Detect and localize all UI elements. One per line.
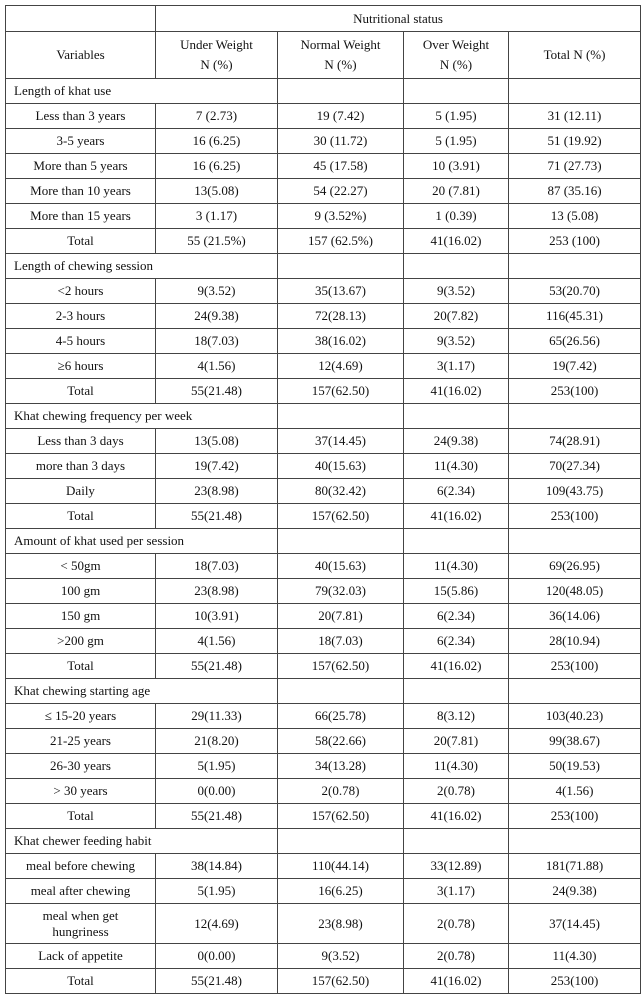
normal-weight-cell: 38(16.02): [278, 329, 404, 354]
total-cell: 253(100): [509, 654, 641, 679]
total-row: [6, 379, 641, 404]
under-weight-cell: 3 (1.17): [156, 204, 278, 229]
col-header-text: Variables: [56, 47, 105, 62]
variable-cell: >200 gm: [6, 629, 156, 654]
under-weight-cell: 24(9.38): [156, 304, 278, 329]
normal-weight-cell: 34(13.28): [278, 754, 404, 779]
empty-corner-cell: [6, 6, 156, 32]
normal-weight-cell: 18(7.03): [278, 629, 404, 654]
over-weight-cell: 15(5.86): [404, 579, 509, 604]
group-header: Nutritional status: [156, 6, 641, 32]
empty-cell: [278, 254, 404, 279]
table-row: [6, 129, 641, 154]
normal-weight-cell: 45 (17.58): [278, 154, 404, 179]
normal-weight-cell: 157(62.50): [278, 504, 404, 529]
normal-weight-cell: 40(15.63): [278, 554, 404, 579]
normal-weight-cell: 110(44.14): [278, 854, 404, 879]
variable-cell: Less than 3 years: [6, 104, 156, 129]
column-header-row: [6, 32, 641, 79]
variable-cell: More than 15 years: [6, 204, 156, 229]
variable-cell: Lack of appetite: [6, 944, 156, 969]
col-header-text: Normal Weight N (%): [300, 37, 381, 72]
over-weight-cell: 20(7.82): [404, 304, 509, 329]
empty-cell: [509, 829, 641, 854]
empty-cell: [404, 79, 509, 104]
over-weight-cell: 20(7.81): [404, 729, 509, 754]
section-title: Khat chewing starting age: [6, 679, 278, 704]
total-row: [6, 969, 641, 994]
under-weight-cell: 18(7.03): [156, 554, 278, 579]
total-cell: 181(71.88): [509, 854, 641, 879]
total-cell: 253(100): [509, 969, 641, 994]
variable-cell: 150 gm: [6, 604, 156, 629]
empty-cell: [278, 404, 404, 429]
variable-cell: Daily: [6, 479, 156, 504]
total-cell: 253(100): [509, 504, 641, 529]
table-row: [6, 704, 641, 729]
nutritional-status-table: [5, 5, 641, 994]
under-weight-cell: 16 (6.25): [156, 129, 278, 154]
normal-weight-cell: 157 (62.5%): [278, 229, 404, 254]
over-weight-cell: 2(0.78): [404, 904, 509, 944]
col-header-text: Over Weight N (%): [422, 37, 490, 72]
total-cell: 253 (100): [509, 229, 641, 254]
section-header-row: [6, 829, 641, 854]
under-weight-cell: 55(21.48): [156, 969, 278, 994]
normal-weight-cell: 58(22.66): [278, 729, 404, 754]
total-cell: 253(100): [509, 804, 641, 829]
over-weight-cell: 11(4.30): [404, 554, 509, 579]
normal-weight-cell: 80(32.42): [278, 479, 404, 504]
variable-cell: 3-5 years: [6, 129, 156, 154]
total-cell: 69(26.95): [509, 554, 641, 579]
normal-weight-cell: 23(8.98): [278, 904, 404, 944]
col-header-over-weight: [404, 32, 509, 79]
normal-weight-cell: 40(15.63): [278, 454, 404, 479]
over-weight-cell: 20 (7.81): [404, 179, 509, 204]
normal-weight-cell: 12(4.69): [278, 354, 404, 379]
empty-cell: [509, 79, 641, 104]
total-cell: 4(1.56): [509, 779, 641, 804]
under-weight-cell: 38(14.84): [156, 854, 278, 879]
variable-cell: Total: [6, 804, 156, 829]
under-weight-cell: 19(7.42): [156, 454, 278, 479]
variable-cell: meal when get hungriness: [6, 904, 156, 944]
total-cell: 70(27.34): [509, 454, 641, 479]
total-cell: 13 (5.08): [509, 204, 641, 229]
section-header-row: [6, 529, 641, 554]
table-row: [6, 354, 641, 379]
under-weight-cell: 12(4.69): [156, 904, 278, 944]
table-row: [6, 304, 641, 329]
table-row: [6, 179, 641, 204]
total-cell: 11(4.30): [509, 944, 641, 969]
total-cell: 71 (27.73): [509, 154, 641, 179]
variable-cell: > 30 years: [6, 779, 156, 804]
under-weight-cell: 0(0.00): [156, 779, 278, 804]
empty-cell: [404, 404, 509, 429]
normal-weight-cell: 9 (3.52%): [278, 204, 404, 229]
over-weight-cell: 41(16.02): [404, 229, 509, 254]
under-weight-cell: 18(7.03): [156, 329, 278, 354]
over-weight-cell: 41(16.02): [404, 804, 509, 829]
table-row: [6, 754, 641, 779]
normal-weight-cell: 9(3.52): [278, 944, 404, 969]
normal-weight-cell: 16(6.25): [278, 879, 404, 904]
empty-cell: [509, 404, 641, 429]
over-weight-cell: 24(9.38): [404, 429, 509, 454]
empty-cell: [404, 254, 509, 279]
variable-cell: meal before chewing: [6, 854, 156, 879]
table-row: [6, 779, 641, 804]
empty-cell: [404, 829, 509, 854]
variable-cell: More than 10 years: [6, 179, 156, 204]
normal-weight-cell: 2(0.78): [278, 779, 404, 804]
section-title: Amount of khat used per session: [6, 529, 278, 554]
under-weight-cell: 23(8.98): [156, 579, 278, 604]
under-weight-cell: 9(3.52): [156, 279, 278, 304]
total-cell: 53(20.70): [509, 279, 641, 304]
empty-cell: [509, 679, 641, 704]
variable-cell: <2 hours: [6, 279, 156, 304]
table-row: [6, 479, 641, 504]
total-cell: 99(38.67): [509, 729, 641, 754]
normal-weight-cell: 19 (7.42): [278, 104, 404, 129]
over-weight-cell: 11(4.30): [404, 754, 509, 779]
over-weight-cell: 41(16.02): [404, 504, 509, 529]
empty-cell: [278, 829, 404, 854]
table-row: [6, 879, 641, 904]
under-weight-cell: 13(5.08): [156, 179, 278, 204]
empty-cell: [278, 529, 404, 554]
variable-cell: 21-25 years: [6, 729, 156, 754]
col-header-variables: [6, 32, 156, 79]
total-row: [6, 229, 641, 254]
table-row: [6, 729, 641, 754]
normal-weight-cell: 157(62.50): [278, 379, 404, 404]
section-title: Khat chewing frequency per week: [6, 404, 278, 429]
over-weight-cell: 41(16.02): [404, 969, 509, 994]
normal-weight-cell: 30 (11.72): [278, 129, 404, 154]
normal-weight-cell: 72(28.13): [278, 304, 404, 329]
table-row: [6, 629, 641, 654]
variable-cell: ≥6 hours: [6, 354, 156, 379]
empty-cell: [278, 79, 404, 104]
under-weight-cell: 4(1.56): [156, 629, 278, 654]
over-weight-cell: 2(0.78): [404, 944, 509, 969]
over-weight-cell: 9(3.52): [404, 279, 509, 304]
over-weight-cell: 41(16.02): [404, 654, 509, 679]
under-weight-cell: 4(1.56): [156, 354, 278, 379]
variable-cell: Total: [6, 969, 156, 994]
over-weight-cell: 6(2.34): [404, 479, 509, 504]
empty-cell: [509, 254, 641, 279]
variable-cell: Total: [6, 654, 156, 679]
over-weight-cell: 5 (1.95): [404, 129, 509, 154]
normal-weight-cell: 79(32.03): [278, 579, 404, 604]
total-cell: 116(45.31): [509, 304, 641, 329]
over-weight-cell: 8(3.12): [404, 704, 509, 729]
over-weight-cell: 3(1.17): [404, 879, 509, 904]
col-header-text: Under Weight N (%): [180, 37, 253, 72]
total-row: [6, 654, 641, 679]
normal-weight-cell: 54 (22.27): [278, 179, 404, 204]
normal-weight-cell: 35(13.67): [278, 279, 404, 304]
normal-weight-cell: 157(62.50): [278, 654, 404, 679]
over-weight-cell: 41(16.02): [404, 379, 509, 404]
table-row: [6, 104, 641, 129]
under-weight-cell: 0(0.00): [156, 944, 278, 969]
table-row: [6, 854, 641, 879]
under-weight-cell: 16 (6.25): [156, 154, 278, 179]
total-cell: 103(40.23): [509, 704, 641, 729]
over-weight-cell: 11(4.30): [404, 454, 509, 479]
total-row: [6, 504, 641, 529]
under-weight-cell: 55 (21.5%): [156, 229, 278, 254]
variable-cell: 26-30 years: [6, 754, 156, 779]
total-cell: 24(9.38): [509, 879, 641, 904]
under-weight-cell: 10(3.91): [156, 604, 278, 629]
variable-cell: More than 5 years: [6, 154, 156, 179]
variable-cell: 4-5 hours: [6, 329, 156, 354]
table-row: [6, 944, 641, 969]
under-weight-cell: 13(5.08): [156, 429, 278, 454]
normal-weight-cell: 37(14.45): [278, 429, 404, 454]
empty-cell: [278, 679, 404, 704]
table-row: [6, 204, 641, 229]
section-header-row: [6, 679, 641, 704]
variable-cell: Less than 3 days: [6, 429, 156, 454]
empty-cell: [509, 529, 641, 554]
under-weight-cell: 21(8.20): [156, 729, 278, 754]
table-row: [6, 329, 641, 354]
section-title: Length of khat use: [6, 79, 278, 104]
table-row: [6, 454, 641, 479]
variable-cell: meal after chewing: [6, 879, 156, 904]
normal-weight-cell: 157(62.50): [278, 804, 404, 829]
normal-weight-cell: 66(25.78): [278, 704, 404, 729]
section-header-row: [6, 254, 641, 279]
section-title: Length of chewing session: [6, 254, 278, 279]
over-weight-cell: 10 (3.91): [404, 154, 509, 179]
over-weight-cell: 6(2.34): [404, 604, 509, 629]
total-cell: 36(14.06): [509, 604, 641, 629]
total-row: [6, 804, 641, 829]
section-title: Khat chewer feeding habit: [6, 829, 278, 854]
total-cell: 51 (19.92): [509, 129, 641, 154]
total-cell: 50(19.53): [509, 754, 641, 779]
total-cell: 87 (35.16): [509, 179, 641, 204]
over-weight-cell: 5 (1.95): [404, 104, 509, 129]
variable-cell: Total: [6, 504, 156, 529]
normal-weight-cell: 20(7.81): [278, 604, 404, 629]
variable-cell: Total: [6, 379, 156, 404]
under-weight-cell: 55(21.48): [156, 654, 278, 679]
total-cell: 37(14.45): [509, 904, 641, 944]
variable-cell: 2-3 hours: [6, 304, 156, 329]
table-row: [6, 579, 641, 604]
variable-cell: more than 3 days: [6, 454, 156, 479]
empty-cell: [404, 529, 509, 554]
variable-cell: Total: [6, 229, 156, 254]
variable-cell: ≤ 15-20 years: [6, 704, 156, 729]
under-weight-cell: 55(21.48): [156, 804, 278, 829]
table-row: [6, 154, 641, 179]
group-header-row: [6, 6, 641, 32]
total-cell: 109(43.75): [509, 479, 641, 504]
over-weight-cell: 3(1.17): [404, 354, 509, 379]
variable-cell: 100 gm: [6, 579, 156, 604]
under-weight-cell: 29(11.33): [156, 704, 278, 729]
total-cell: 31 (12.11): [509, 104, 641, 129]
under-weight-cell: 23(8.98): [156, 479, 278, 504]
over-weight-cell: 33(12.89): [404, 854, 509, 879]
col-header-text: Total N (%): [543, 47, 606, 62]
total-cell: 19(7.42): [509, 354, 641, 379]
col-header-normal-weight: [278, 32, 404, 79]
normal-weight-cell: 157(62.50): [278, 969, 404, 994]
over-weight-cell: 2(0.78): [404, 779, 509, 804]
over-weight-cell: 6(2.34): [404, 629, 509, 654]
under-weight-cell: 55(21.48): [156, 379, 278, 404]
total-cell: 253(100): [509, 379, 641, 404]
total-cell: 28(10.94): [509, 629, 641, 654]
col-header-total: [509, 32, 641, 79]
over-weight-cell: 1 (0.39): [404, 204, 509, 229]
under-weight-cell: 5(1.95): [156, 754, 278, 779]
table-row: [6, 554, 641, 579]
over-weight-cell: 9(3.52): [404, 329, 509, 354]
under-weight-cell: 5(1.95): [156, 879, 278, 904]
total-cell: 74(28.91): [509, 429, 641, 454]
col-header-under-weight: [156, 32, 278, 79]
table-row: [6, 279, 641, 304]
table-row: [6, 429, 641, 454]
empty-cell: [404, 679, 509, 704]
table-row: [6, 904, 641, 944]
table-row: [6, 604, 641, 629]
total-cell: 65(26.56): [509, 329, 641, 354]
under-weight-cell: 7 (2.73): [156, 104, 278, 129]
under-weight-cell: 55(21.48): [156, 504, 278, 529]
total-cell: 120(48.05): [509, 579, 641, 604]
section-header-row: [6, 79, 641, 104]
variable-cell: < 50gm: [6, 554, 156, 579]
section-header-row: [6, 404, 641, 429]
